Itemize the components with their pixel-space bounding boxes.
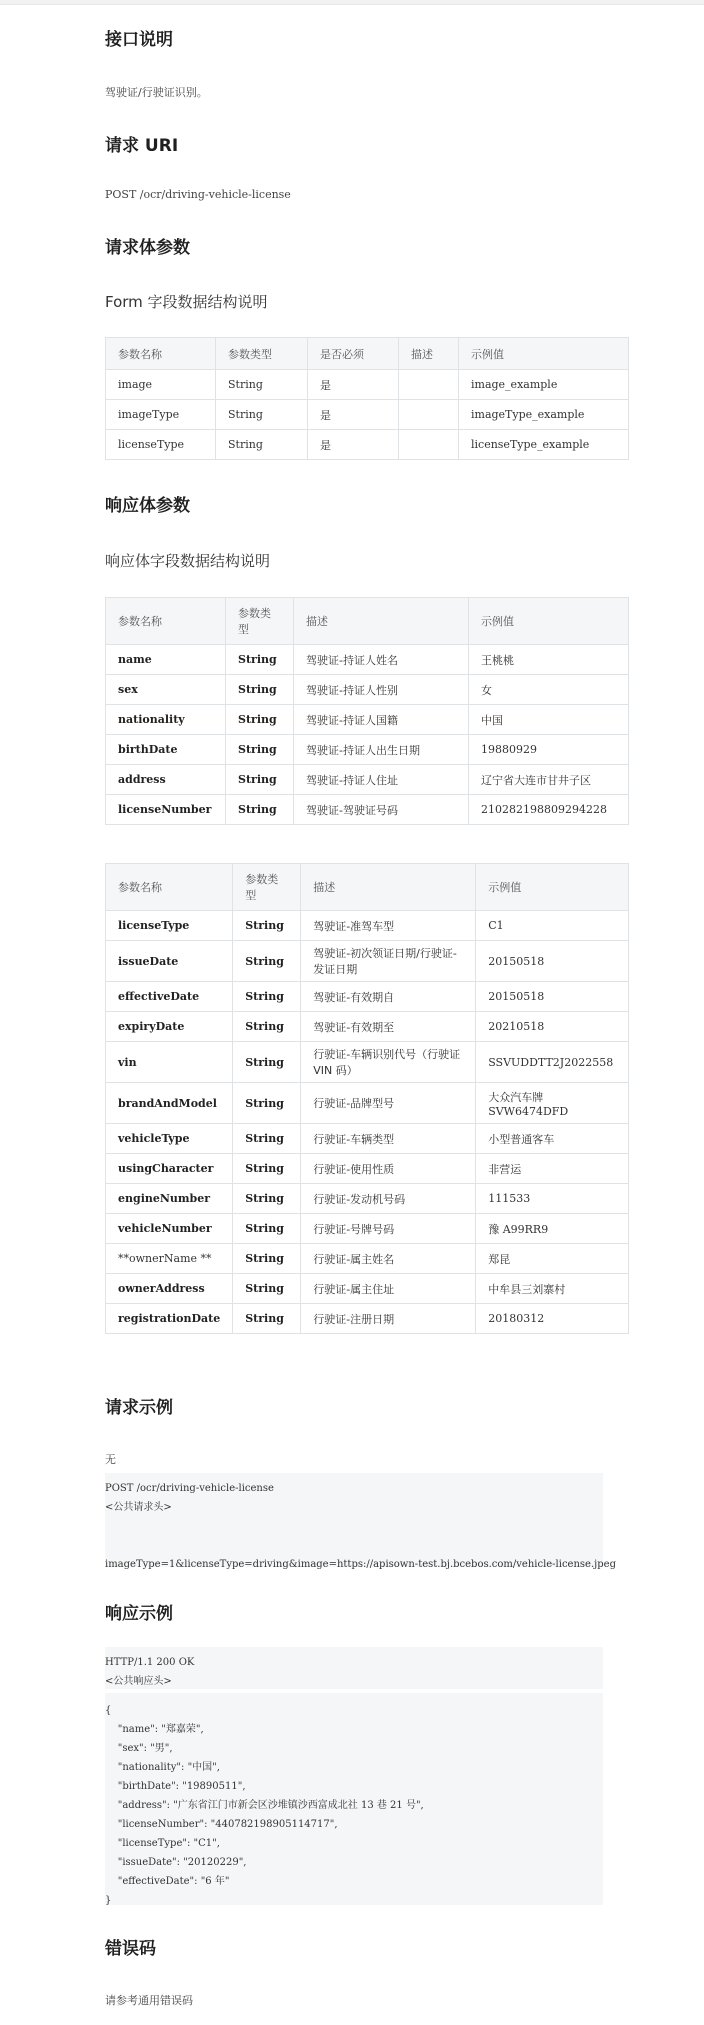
intro-title: 接口说明 (105, 30, 173, 50)
th-param-name: 参数名称 (106, 598, 226, 645)
cell-param-name: vin (106, 1042, 233, 1083)
th-required: 是否必须 (308, 338, 399, 370)
cell-description: 行驶证-车辆识别代号（行驶证 VIN 码） (301, 1042, 476, 1083)
cell-description: 驾驶证-有效期自 (301, 982, 476, 1012)
th-description: 描述 (294, 598, 469, 645)
cell-param-type: String (226, 675, 294, 705)
cell-param-type: String (233, 1214, 301, 1244)
intro-text: 驾驶证/行驶证识别。 (105, 86, 208, 99)
cell-description: 驾驶证-准驾车型 (301, 911, 476, 941)
cell-example: 非营运 (476, 1154, 629, 1184)
cell-description: 行驶证-属主姓名 (301, 1244, 476, 1274)
cell-param-type: String (233, 1124, 301, 1154)
code-line: "birthDate": "19890511", (105, 1781, 246, 1792)
req-example-title: 请求示例 (105, 1398, 173, 1418)
cell-param-name: ownerAddress (106, 1274, 233, 1304)
table-row (106, 1244, 629, 1274)
table-row (106, 1274, 629, 1304)
cell: licenseType (106, 430, 216, 460)
cell: licenseType_example (459, 430, 629, 460)
th-param-type: 参数类型 (226, 598, 294, 645)
code-line: "sex": "男", (105, 1743, 173, 1754)
uri-title: 请求 URI (105, 136, 179, 156)
table-row (106, 795, 629, 825)
cell-param-name: address (106, 765, 226, 795)
cell-param-type: String (226, 765, 294, 795)
cell: 是 (308, 370, 399, 400)
req-body-title: 请求体参数 (105, 238, 190, 258)
cell-param-type: String (233, 1184, 301, 1214)
table-row (106, 735, 629, 765)
cell-param-type: String (226, 705, 294, 735)
resp-body-title: 响应体参数 (105, 496, 190, 516)
cell-example: 小型普通客车 (476, 1124, 629, 1154)
cell-description: 驾驶证-初次领证日期/行驶证-发证日期 (301, 941, 476, 982)
cell: image_example (459, 370, 629, 400)
cell-description: 驾驶证-持证人出生日期 (294, 735, 469, 765)
table-row (106, 645, 629, 675)
cell-param-name: vehicleNumber (106, 1214, 233, 1244)
cell-param-type: String (233, 1274, 301, 1304)
cell-param-type: String (226, 645, 294, 675)
cell-description: 行驶证-品牌型号 (301, 1083, 476, 1124)
cell-description: 驾驶证-驾驶证号码 (294, 795, 469, 825)
cell-param-name: sex (106, 675, 226, 705)
table-row (106, 675, 629, 705)
table-row (106, 430, 629, 460)
cell-example: 20180312 (476, 1304, 629, 1334)
code-line: "name": "郑嘉荣", (105, 1724, 204, 1735)
th-description: 描述 (399, 338, 459, 370)
code-line: HTTP/1.1 200 OK (105, 1657, 195, 1668)
cell: 是 (308, 400, 399, 430)
error-title: 错误码 (105, 1939, 156, 1959)
cell-example: 20150518 (476, 941, 629, 982)
cell: 是 (308, 430, 399, 460)
resp-example-title: 响应示例 (105, 1604, 173, 1624)
th-param-type: 参数类型 (233, 864, 301, 911)
cell-param-name: effectiveDate (106, 982, 233, 1012)
cell-example: 210282198809294228 (469, 795, 629, 825)
cell: String (216, 430, 308, 460)
cell-example: 辽宁省大连市甘井子区 (469, 765, 629, 795)
cell-param-name: licenseType (106, 911, 233, 941)
table-row (106, 1184, 629, 1214)
code-line: imageType=1&licenseType=driving&image=https://apisown-test.bj.bcebos.com/vehicle-license.jpeg (105, 1559, 616, 1570)
cell-param-name: name (106, 645, 226, 675)
table-row (106, 982, 629, 1012)
code-line (105, 1536, 603, 1555)
th-description: 描述 (301, 864, 476, 911)
code-line: <公共请求头> (105, 1502, 172, 1513)
th-param-name: 参数名称 (106, 338, 216, 370)
cell-example: 20150518 (476, 982, 629, 1012)
code-line: } (105, 1895, 112, 1906)
code-line: "effectiveDate": "6 年" (105, 1876, 230, 1887)
cell-example: 大众汽车牌 SVW6474DFD (476, 1083, 629, 1124)
code-line (105, 1517, 603, 1536)
req-example-none: 无 (105, 1453, 116, 1466)
cell-example: 女 (469, 675, 629, 705)
cell-param-name: brandAndModel (106, 1083, 233, 1124)
cell-description: 行驶证-号牌号码 (301, 1214, 476, 1244)
cell-param-type: String (233, 1042, 301, 1083)
th-example: 示例值 (476, 864, 629, 911)
cell-param-name: issueDate (106, 941, 233, 982)
table-row (106, 765, 629, 795)
cell-param-type: String (233, 1304, 301, 1334)
cell-example: 19880929 (469, 735, 629, 765)
th-param-type: 参数类型 (216, 338, 308, 370)
th-example: 示例值 (459, 338, 629, 370)
response-body-code-block (105, 1693, 603, 1905)
cell-param-name: **ownerName ** (106, 1244, 233, 1274)
table-header-row (106, 338, 629, 370)
code-line: "licenseNumber": "440782198905114717", (105, 1819, 338, 1830)
cell-description: 驾驶证-持证人国籍 (294, 705, 469, 735)
code-line: POST /ocr/driving-vehicle-license (105, 1483, 274, 1494)
table-row (106, 911, 629, 941)
cell-param-name: expiryDate (106, 1012, 233, 1042)
table-header-row (106, 598, 629, 645)
cell-param-name: vehicleType (106, 1124, 233, 1154)
cell: String (216, 370, 308, 400)
cell-example: 豫 A99RR9 (476, 1214, 629, 1244)
cell-description: 行驶证-使用性质 (301, 1154, 476, 1184)
table-row (106, 941, 629, 982)
table-row (106, 1012, 629, 1042)
table-row (106, 1304, 629, 1334)
cell (399, 370, 459, 400)
resp-table-driver (105, 597, 629, 825)
cell: imageType (106, 400, 216, 430)
cell: String (216, 400, 308, 430)
cell-param-type: String (233, 1083, 301, 1124)
form-subtitle: Form 字段数据结构说明 (105, 293, 268, 311)
cell-param-type: String (233, 911, 301, 941)
cell-description: 行驶证-车辆类型 (301, 1124, 476, 1154)
resp-subtitle: 响应体字段数据结构说明 (105, 552, 271, 570)
cell-example: 中国 (469, 705, 629, 735)
cell-param-name: usingCharacter (106, 1154, 233, 1184)
cell-description: 驾驶证-持证人性别 (294, 675, 469, 705)
cell-description: 驾驶证-持证人姓名 (294, 645, 469, 675)
cell-description: 驾驶证-持证人住址 (294, 765, 469, 795)
error-text: 请参考通用错误码 (105, 1994, 193, 2007)
code-line: { (105, 1705, 112, 1716)
cell-param-type: String (233, 1244, 301, 1274)
th-example: 示例值 (469, 598, 629, 645)
table-row (106, 705, 629, 735)
cell (399, 400, 459, 430)
cell-param-name: registrationDate (106, 1304, 233, 1334)
table-row (106, 370, 629, 400)
cell-param-type: String (226, 735, 294, 765)
cell: imageType_example (459, 400, 629, 430)
cell-param-type: String (226, 795, 294, 825)
cell (399, 430, 459, 460)
cell-example: 王桃桃 (469, 645, 629, 675)
table-row (106, 1154, 629, 1184)
cell-param-type: String (233, 1154, 301, 1184)
table-row (106, 1214, 629, 1244)
cell-example: 20210518 (476, 1012, 629, 1042)
table-row (106, 400, 629, 430)
cell-param-type: String (233, 1012, 301, 1042)
code-line: "issueDate": "20120229", (105, 1857, 247, 1868)
cell-param-name: birthDate (106, 735, 226, 765)
table-row (106, 1042, 629, 1083)
cell-example: 中牟县三刘寨村 (476, 1274, 629, 1304)
cell-param-type: String (233, 941, 301, 982)
cell: image (106, 370, 216, 400)
code-line: "licenseType": "C1", (105, 1838, 220, 1849)
request-code-block (105, 1473, 616, 1570)
cell-description: 行驶证-属主住址 (301, 1274, 476, 1304)
code-line: "address": "广东省江门市新会区沙堆镇沙西富成北社 13 巷 21 号", (105, 1800, 424, 1811)
response-header-code-block (105, 1647, 603, 1689)
cell-param-name: nationality (106, 705, 226, 735)
code-line: "nationality": "中国", (105, 1762, 220, 1773)
form-param-table (105, 337, 629, 460)
cell-example: 郑昆 (476, 1244, 629, 1274)
resp-table-vehicle (105, 863, 629, 1334)
cell-param-type: String (233, 982, 301, 1012)
table-header-row (106, 864, 629, 911)
cell-param-name: engineNumber (106, 1184, 233, 1214)
cell-example: 111533 (476, 1184, 629, 1214)
cell-param-name: licenseNumber (106, 795, 226, 825)
cell-example: C1 (476, 911, 629, 941)
document-page (0, 5, 704, 2025)
uri-text: POST /ocr/driving-vehicle-license (105, 188, 291, 201)
cell-example: SSVUDDTT2J2022558 (476, 1042, 629, 1083)
table-row (106, 1124, 629, 1154)
code-line: <公共响应头> (105, 1676, 172, 1687)
th-param-name: 参数名称 (106, 864, 233, 911)
cell-description: 行驶证-发动机号码 (301, 1184, 476, 1214)
table-row (106, 1083, 629, 1124)
cell-description: 行驶证-注册日期 (301, 1304, 476, 1334)
cell-description: 驾驶证-有效期至 (301, 1012, 476, 1042)
